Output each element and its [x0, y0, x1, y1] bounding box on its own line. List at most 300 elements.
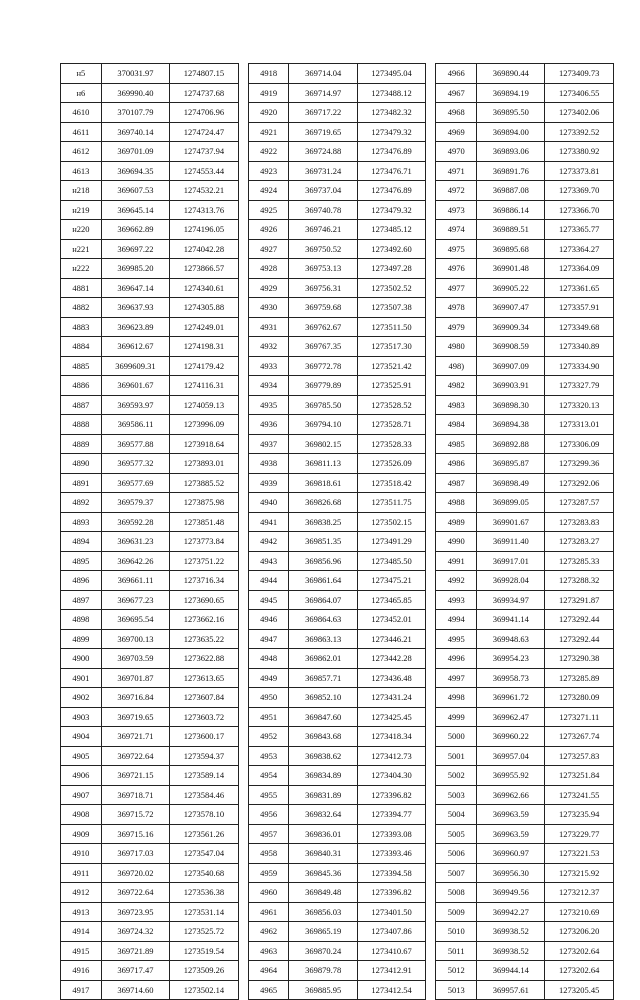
x-coordinate-cell: 369857.71: [289, 668, 357, 688]
y-coordinate-cell: 1273291.87: [545, 590, 614, 610]
point-number-cell: 4962: [248, 922, 289, 942]
table-row: [436, 610, 614, 630]
table-row: [436, 317, 614, 337]
x-coordinate-cell: 369716.84: [101, 688, 169, 708]
x-coordinate-cell: 369717.22: [289, 103, 357, 123]
table-row: [248, 356, 426, 376]
x-coordinate-cell: 369895.87: [477, 454, 545, 474]
y-coordinate-cell: 1273410.67: [357, 941, 426, 961]
x-coordinate-cell: 369899.05: [477, 493, 545, 513]
point-number-cell: 4882: [61, 298, 102, 318]
point-number-cell: 4984: [436, 415, 477, 435]
point-number-cell: 4972: [436, 181, 477, 201]
table-row: [248, 83, 426, 103]
table-row: [248, 454, 426, 474]
x-coordinate-cell: 369909.34: [477, 317, 545, 337]
point-number-cell: 4985: [436, 434, 477, 454]
x-coordinate-cell: 369715.72: [101, 805, 169, 825]
table-row: [61, 746, 239, 766]
x-coordinate-cell: 369957.04: [477, 746, 545, 766]
y-coordinate-cell: 1273507.38: [357, 298, 426, 318]
x-coordinate-cell: 369956.30: [477, 863, 545, 883]
point-number-cell: 5010: [436, 922, 477, 942]
x-coordinate-cell: 369737.04: [289, 181, 357, 201]
y-coordinate-cell: 1273327.79: [545, 376, 614, 396]
table-row: [248, 766, 426, 786]
table-row: [61, 473, 239, 493]
x-coordinate-cell: 369753.13: [289, 259, 357, 279]
point-number-cell: 4918: [248, 64, 289, 84]
x-coordinate-cell: 369750.52: [289, 239, 357, 259]
table-row: [248, 220, 426, 240]
x-coordinate-cell: 369718.71: [101, 785, 169, 805]
y-coordinate-cell: 1273866.57: [170, 259, 238, 279]
table-row: [248, 961, 426, 981]
x-coordinate-cell: 369826.68: [289, 493, 357, 513]
x-coordinate-cell: 369856.03: [289, 902, 357, 922]
x-coordinate-cell: 369901.48: [477, 259, 545, 279]
table-row: [61, 200, 239, 220]
y-coordinate-cell: 1273502.52: [357, 278, 426, 298]
x-coordinate-cell: 369714.97: [289, 83, 357, 103]
table-row: [61, 415, 239, 435]
table-row: [248, 883, 426, 903]
y-coordinate-cell: 1273635.22: [170, 629, 238, 649]
x-coordinate-cell: 369863.13: [289, 629, 357, 649]
point-number-cell: 4942: [248, 532, 289, 552]
table-row: [61, 434, 239, 454]
table-row: [248, 434, 426, 454]
y-coordinate-cell: 1273452.01: [357, 610, 426, 630]
x-coordinate-cell: 369954.23: [477, 649, 545, 669]
y-coordinate-cell: 1273446.21: [357, 629, 426, 649]
y-coordinate-cell: 1273357.91: [545, 298, 614, 318]
x-coordinate-cell: 369894.00: [477, 122, 545, 142]
point-number-cell: 4953: [248, 746, 289, 766]
table-row: [436, 629, 614, 649]
point-number-cell: 4973: [436, 200, 477, 220]
y-coordinate-cell: 1273205.45: [545, 980, 614, 1000]
table-row: [61, 278, 239, 298]
table-row: [436, 844, 614, 864]
x-coordinate-cell: 369955.92: [477, 766, 545, 786]
y-coordinate-cell: 1273875.98: [170, 493, 238, 513]
x-coordinate-cell: 369714.60: [101, 980, 169, 1000]
x-coordinate-cell: 369891.76: [477, 161, 545, 181]
point-number-cell: 4900: [61, 649, 102, 669]
point-number-cell: 4989: [436, 512, 477, 532]
point-number-cell: 4945: [248, 590, 289, 610]
y-coordinate-cell: 1273511.75: [357, 493, 426, 513]
x-coordinate-cell: 369731.24: [289, 161, 357, 181]
y-coordinate-cell: 1273561.26: [170, 824, 238, 844]
x-coordinate-cell: 369717.47: [101, 961, 169, 981]
x-coordinate-cell: 370031.97: [101, 64, 169, 84]
y-coordinate-cell: 1273885.52: [170, 473, 238, 493]
y-coordinate-cell: 1273267.74: [545, 727, 614, 747]
y-coordinate-cell: 1273394.58: [357, 863, 426, 883]
point-number-cell: 4907: [61, 785, 102, 805]
table-row: [248, 844, 426, 864]
x-coordinate-cell: 369746.21: [289, 220, 357, 240]
y-coordinate-cell: 1274737.68: [170, 83, 238, 103]
x-coordinate-cell: 369864.07: [289, 590, 357, 610]
y-coordinate-cell: 1274042.28: [170, 239, 238, 259]
table-row: [436, 220, 614, 240]
point-number-cell: 4884: [61, 337, 102, 357]
x-coordinate-cell: 369894.19: [477, 83, 545, 103]
point-number-cell: 4906: [61, 766, 102, 786]
y-coordinate-cell: 1273528.71: [357, 415, 426, 435]
point-number-cell: 4881: [61, 278, 102, 298]
y-coordinate-cell: 1273622.88: [170, 649, 238, 669]
x-coordinate-cell: 369960.97: [477, 844, 545, 864]
point-number-cell: 4889: [61, 434, 102, 454]
table-row: [436, 883, 614, 903]
table-row: [436, 356, 614, 376]
x-coordinate-cell: 369662.89: [101, 220, 169, 240]
table-row: [436, 122, 614, 142]
x-coordinate-cell: 369861.64: [289, 571, 357, 591]
table-row: [436, 239, 614, 259]
x-coordinate-cell: 369720.02: [101, 863, 169, 883]
point-number-cell: 4925: [248, 200, 289, 220]
table-row: [61, 980, 239, 1000]
y-coordinate-cell: 1273479.32: [357, 200, 426, 220]
x-coordinate-cell: 369985.20: [101, 259, 169, 279]
y-coordinate-cell: 1273517.30: [357, 337, 426, 357]
point-number-cell: 4969: [436, 122, 477, 142]
y-coordinate-cell: 1273206.20: [545, 922, 614, 942]
table-row: [61, 649, 239, 669]
point-number-cell: н219: [61, 200, 102, 220]
point-number-cell: 4983: [436, 395, 477, 415]
y-coordinate-cell: 1273497.28: [357, 259, 426, 279]
point-number-cell: 4978: [436, 298, 477, 318]
point-number-cell: 4905: [61, 746, 102, 766]
y-coordinate-cell: 1273436.48: [357, 668, 426, 688]
y-coordinate-cell: 1273349.68: [545, 317, 614, 337]
table-row: [436, 707, 614, 727]
point-number-cell: 5003: [436, 785, 477, 805]
x-coordinate-cell: 369840.31: [289, 844, 357, 864]
x-coordinate-cell: 369724.88: [289, 142, 357, 162]
point-number-cell: 5009: [436, 902, 477, 922]
x-coordinate-cell: 369838.62: [289, 746, 357, 766]
y-coordinate-cell: 1273525.72: [170, 922, 238, 942]
point-number-cell: 4887: [61, 395, 102, 415]
x-coordinate-cell: 369794.10: [289, 415, 357, 435]
point-number-cell: 498): [436, 356, 477, 376]
table-row: [436, 142, 614, 162]
point-number-cell: 4910: [61, 844, 102, 864]
y-coordinate-cell: 1274313.76: [170, 200, 238, 220]
x-coordinate-cell: 369948.63: [477, 629, 545, 649]
y-coordinate-cell: 1273540.68: [170, 863, 238, 883]
coordinate-tables: [60, 63, 614, 995]
y-coordinate-cell: 1273393.46: [357, 844, 426, 864]
y-coordinate-cell: 1273407.86: [357, 922, 426, 942]
point-number-cell: 4943: [248, 551, 289, 571]
y-coordinate-cell: 1274059.13: [170, 395, 238, 415]
table-row: [61, 493, 239, 513]
y-coordinate-cell: 1273442.28: [357, 649, 426, 669]
table-row: [436, 668, 614, 688]
y-coordinate-cell: 1273607.84: [170, 688, 238, 708]
point-number-cell: 4948: [248, 649, 289, 669]
y-coordinate-cell: 1273690.65: [170, 590, 238, 610]
point-number-cell: 4961: [248, 902, 289, 922]
x-coordinate-cell: 369717.03: [101, 844, 169, 864]
table-row: [436, 688, 614, 708]
y-coordinate-cell: 1273373.81: [545, 161, 614, 181]
y-coordinate-cell: 1273491.29: [357, 532, 426, 552]
y-coordinate-cell: 1273271.11: [545, 707, 614, 727]
x-coordinate-cell: 369941.14: [477, 610, 545, 630]
table-row: [436, 532, 614, 552]
x-coordinate-cell: 369907.09: [477, 356, 545, 376]
table-row: [61, 941, 239, 961]
x-coordinate-cell: 369767.35: [289, 337, 357, 357]
x-coordinate-cell: 369714.04: [289, 64, 357, 84]
y-coordinate-cell: 1273229.77: [545, 824, 614, 844]
y-coordinate-cell: 1273525.91: [357, 376, 426, 396]
y-coordinate-cell: 1273283.83: [545, 512, 614, 532]
y-coordinate-cell: 1273502.15: [357, 512, 426, 532]
x-coordinate-cell: 369637.93: [101, 298, 169, 318]
x-coordinate-cell: 369908.59: [477, 337, 545, 357]
table-row: [436, 337, 614, 357]
point-number-cell: 4902: [61, 688, 102, 708]
point-number-cell: 4975: [436, 239, 477, 259]
table-row: [436, 473, 614, 493]
x-coordinate-cell: 369642.26: [101, 551, 169, 571]
table-row: [248, 142, 426, 162]
x-coordinate-cell: 369762.67: [289, 317, 357, 337]
point-number-cell: н218: [61, 181, 102, 201]
point-number-cell: н6: [61, 83, 102, 103]
x-coordinate-cell: 369963.59: [477, 824, 545, 844]
y-coordinate-cell: 1273476.89: [357, 142, 426, 162]
table-row: [61, 122, 239, 142]
table-row: [61, 220, 239, 240]
point-number-cell: 5007: [436, 863, 477, 883]
y-coordinate-cell: 1273603.72: [170, 707, 238, 727]
point-number-cell: 5006: [436, 844, 477, 864]
y-coordinate-cell: 1274179.42: [170, 356, 238, 376]
x-coordinate-cell: 369722.64: [101, 883, 169, 903]
y-coordinate-cell: 1273482.32: [357, 103, 426, 123]
x-coordinate-cell: 369903.91: [477, 376, 545, 396]
table-row: [61, 142, 239, 162]
table-row: [436, 434, 614, 454]
y-coordinate-cell: 1273393.08: [357, 824, 426, 844]
x-coordinate-cell: 369715.16: [101, 824, 169, 844]
x-coordinate-cell: 369785.50: [289, 395, 357, 415]
y-coordinate-cell: 1273292.44: [545, 629, 614, 649]
point-number-cell: 4936: [248, 415, 289, 435]
point-number-cell: 4915: [61, 941, 102, 961]
point-number-cell: 5011: [436, 941, 477, 961]
table-row: [436, 83, 614, 103]
point-number-cell: 4952: [248, 727, 289, 747]
y-coordinate-cell: 1273306.09: [545, 434, 614, 454]
point-number-cell: 4991: [436, 551, 477, 571]
point-number-cell: 4955: [248, 785, 289, 805]
point-number-cell: 4898: [61, 610, 102, 630]
y-coordinate-cell: 1273320.13: [545, 395, 614, 415]
table-row: [436, 980, 614, 1000]
table-row: [61, 668, 239, 688]
point-number-cell: 4968: [436, 103, 477, 123]
table-row: [61, 551, 239, 571]
x-coordinate-cell: 369818.61: [289, 473, 357, 493]
x-coordinate-cell: 369577.32: [101, 454, 169, 474]
y-coordinate-cell: 1273212.37: [545, 883, 614, 903]
point-number-cell: 4897: [61, 590, 102, 610]
table-row: [61, 590, 239, 610]
table-row: [436, 512, 614, 532]
y-coordinate-cell: 1273221.53: [545, 844, 614, 864]
x-coordinate-cell: 369949.56: [477, 883, 545, 903]
point-number-cell: 4966: [436, 64, 477, 84]
point-number-cell: 4960: [248, 883, 289, 903]
table-row: [436, 922, 614, 942]
point-number-cell: 4999: [436, 707, 477, 727]
table-row: [61, 707, 239, 727]
point-number-cell: 4914: [61, 922, 102, 942]
point-number-cell: 4986: [436, 454, 477, 474]
point-number-cell: 4996: [436, 649, 477, 669]
table-row: [61, 805, 239, 825]
x-coordinate-cell: 369697.22: [101, 239, 169, 259]
table-row: [61, 961, 239, 981]
point-number-cell: 4928: [248, 259, 289, 279]
point-number-cell: 4974: [436, 220, 477, 240]
point-number-cell: 4970: [436, 142, 477, 162]
point-number-cell: 4949: [248, 668, 289, 688]
table-row: [61, 376, 239, 396]
table-row: [61, 571, 239, 591]
x-coordinate-cell: 369721.15: [101, 766, 169, 786]
x-coordinate-cell: 369586.11: [101, 415, 169, 435]
point-number-cell: 5002: [436, 766, 477, 786]
point-number-cell: 4997: [436, 668, 477, 688]
table-row: [248, 64, 426, 84]
y-coordinate-cell: 1273215.92: [545, 863, 614, 883]
x-coordinate-cell: 369957.61: [477, 980, 545, 1000]
point-number-cell: 4932: [248, 337, 289, 357]
y-coordinate-cell: 1273292.06: [545, 473, 614, 493]
y-coordinate-cell: 1273292.44: [545, 610, 614, 630]
y-coordinate-cell: 1273584.46: [170, 785, 238, 805]
table-row: [61, 844, 239, 864]
x-coordinate-cell: 369852.10: [289, 688, 357, 708]
x-coordinate-cell: 369759.68: [289, 298, 357, 318]
x-coordinate-cell: 369832.64: [289, 805, 357, 825]
point-number-cell: 4954: [248, 766, 289, 786]
x-coordinate-cell: 369577.69: [101, 473, 169, 493]
point-number-cell: 4912: [61, 883, 102, 903]
point-number-cell: 4977: [436, 278, 477, 298]
x-coordinate-cell: 369911.40: [477, 532, 545, 552]
point-number-cell: 4916: [61, 961, 102, 981]
point-number-cell: 4979: [436, 317, 477, 337]
y-coordinate-cell: 1273409.73: [545, 64, 614, 84]
table-row: [248, 746, 426, 766]
table-row: [61, 727, 239, 747]
point-number-cell: 4987: [436, 473, 477, 493]
x-coordinate-cell: 369836.01: [289, 824, 357, 844]
point-number-cell: 4946: [248, 610, 289, 630]
table-row: [61, 337, 239, 357]
table-row: [248, 473, 426, 493]
y-coordinate-cell: 1274807.15: [170, 64, 238, 84]
point-number-cell: 4888: [61, 415, 102, 435]
y-coordinate-cell: 1273773.84: [170, 532, 238, 552]
point-number-cell: н222: [61, 259, 102, 279]
point-number-cell: 4963: [248, 941, 289, 961]
y-coordinate-cell: 1273996.09: [170, 415, 238, 435]
y-coordinate-cell: 1273241.55: [545, 785, 614, 805]
x-coordinate-cell: 369958.73: [477, 668, 545, 688]
x-coordinate-cell: 369647.14: [101, 278, 169, 298]
table-row: [248, 805, 426, 825]
table-row: [436, 161, 614, 181]
table-row: [248, 551, 426, 571]
point-number-cell: 4921: [248, 122, 289, 142]
x-coordinate-cell: 369802.15: [289, 434, 357, 454]
y-coordinate-cell: 1273531.14: [170, 902, 238, 922]
table-row: [436, 571, 614, 591]
point-number-cell: 4990: [436, 532, 477, 552]
y-coordinate-cell: 1273361.65: [545, 278, 614, 298]
table-row: [248, 649, 426, 669]
table-row: [436, 259, 614, 279]
point-number-cell: 4886: [61, 376, 102, 396]
table-row: [436, 961, 614, 981]
point-number-cell: 4950: [248, 688, 289, 708]
point-number-cell: 4971: [436, 161, 477, 181]
y-coordinate-cell: 1273396.82: [357, 785, 426, 805]
table-row: [248, 200, 426, 220]
table-row: [61, 298, 239, 318]
x-coordinate-cell: 369607.53: [101, 181, 169, 201]
point-number-cell: 4935: [248, 395, 289, 415]
y-coordinate-cell: 1273394.77: [357, 805, 426, 825]
table-row: [61, 532, 239, 552]
table-row: [61, 883, 239, 903]
table-row: [436, 415, 614, 435]
x-coordinate-cell: 369944.14: [477, 961, 545, 981]
point-number-cell: 5005: [436, 824, 477, 844]
x-coordinate-cell: 369862.01: [289, 649, 357, 669]
point-number-cell: 4982: [436, 376, 477, 396]
point-number-cell: 4992: [436, 571, 477, 591]
y-coordinate-cell: 1273893.01: [170, 454, 238, 474]
y-coordinate-cell: 1273662.16: [170, 610, 238, 630]
table-row: [248, 239, 426, 259]
point-number-cell: н221: [61, 239, 102, 259]
x-coordinate-cell: 369895.68: [477, 239, 545, 259]
table-row: [248, 629, 426, 649]
y-coordinate-cell: 1273851.48: [170, 512, 238, 532]
y-coordinate-cell: 1273479.32: [357, 122, 426, 142]
x-coordinate-cell: 369721.89: [101, 941, 169, 961]
x-coordinate-cell: 369843.68: [289, 727, 357, 747]
x-coordinate-cell: 369834.89: [289, 766, 357, 786]
x-coordinate-cell: 369701.09: [101, 142, 169, 162]
